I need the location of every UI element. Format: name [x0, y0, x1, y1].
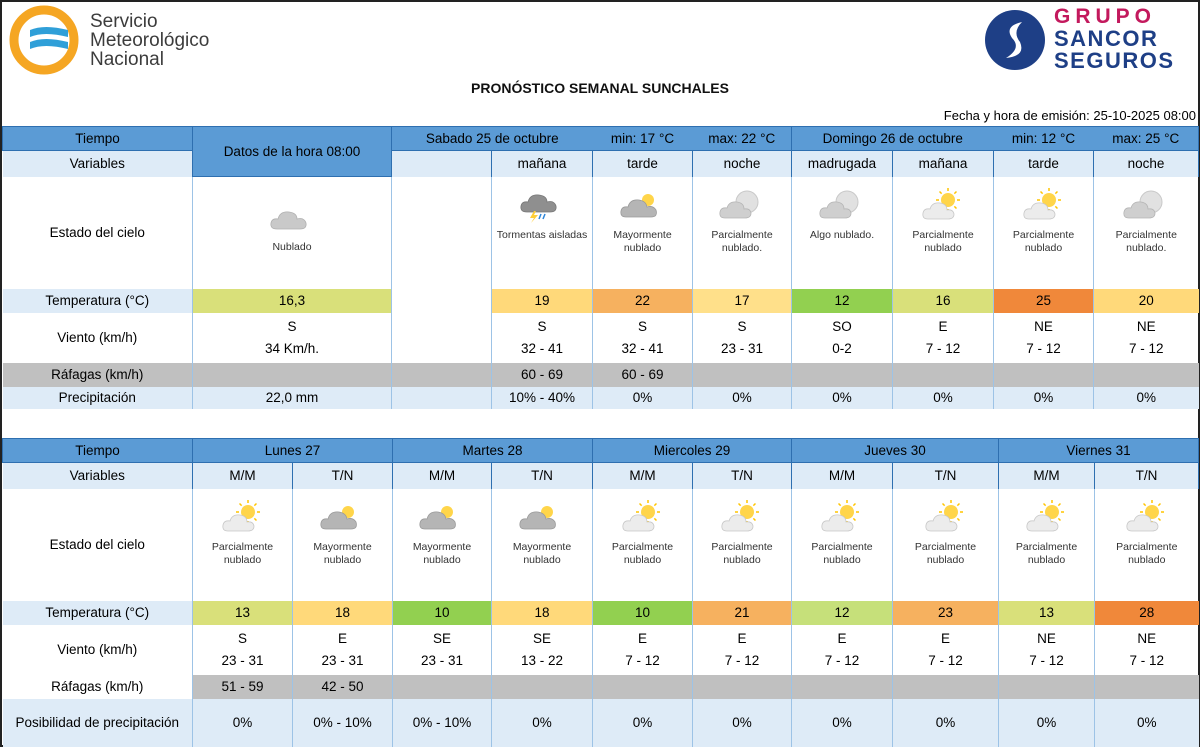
wind-direction: SE: [532, 630, 551, 646]
wind-direction: S: [638, 318, 648, 334]
storm-icon: [517, 187, 567, 223]
precipitation-value: 0%: [193, 699, 293, 747]
empty-cell: [392, 387, 492, 409]
half-day-label: M/M: [393, 463, 492, 489]
current-wind-speed: 34 Km/h.: [264, 340, 320, 356]
sky-description: Parcialmente nublado: [1116, 540, 1178, 566]
gust-value: [792, 675, 893, 699]
wind-cell: [492, 313, 593, 363]
wind-cell: [792, 313, 893, 363]
empty-cell: [392, 289, 492, 313]
label-rafagas: Ráfagas (km/h): [3, 363, 193, 387]
wind-direction: NE: [1034, 318, 1053, 334]
wind-direction: S: [237, 630, 247, 646]
current-wind-cell: [193, 313, 392, 363]
temperature-value: 25: [994, 289, 1094, 313]
wind-speed: 23 - 31: [321, 652, 364, 668]
wind-cell: [994, 313, 1094, 363]
half-day-label: T/N: [492, 463, 593, 489]
gust-value: 60 - 69: [593, 363, 693, 387]
sky-description: Parcialmente nublado: [1015, 540, 1078, 566]
gust-value: [593, 675, 693, 699]
sky-cell: [492, 489, 593, 601]
wind-speed: 7 - 12: [1129, 652, 1165, 668]
gust-value: [393, 675, 492, 699]
wind-direction: NE: [1137, 630, 1157, 646]
precipitation-value: 0%: [492, 699, 593, 747]
day-header: Lunes 27: [193, 439, 393, 463]
sky-cell: [393, 489, 492, 601]
day-header: Martes 28: [393, 439, 593, 463]
smn-name: [90, 12, 209, 69]
half-day-label: T/N: [1095, 463, 1199, 489]
partly-cloudy-icon: [618, 499, 668, 535]
current-data-header: Datos de la hora 08:00: [193, 127, 392, 177]
precipitation-value: 0% - 10%: [293, 699, 393, 747]
precipitation-value: 0%: [999, 699, 1095, 747]
sky-cell: [293, 489, 393, 601]
temperature-value: 28: [1095, 601, 1199, 625]
temperature-value: 20: [1094, 289, 1199, 313]
partly-cloudy-icon: [717, 499, 767, 535]
precipitation-value: 0%: [1095, 699, 1199, 747]
sky-cell: [893, 177, 994, 289]
precipitation-value: 0%: [593, 699, 693, 747]
period-label: mañana: [492, 151, 593, 177]
empty-cell: [392, 313, 492, 363]
day-max-sat: max: 22 °C: [693, 127, 792, 151]
sancor-grupo: GRUPO: [1054, 5, 1157, 28]
label-tiempo: Tiempo: [3, 439, 193, 463]
label-precipitacion: Precipitación: [3, 387, 193, 409]
smn-name-line: Meteorológico: [90, 30, 210, 51]
label-temperatura: Temperatura (°C): [3, 601, 193, 625]
label-tiempo: Tiempo: [3, 127, 193, 151]
partly-cloudy-icon: [218, 499, 268, 535]
precipitation-value: 0%: [792, 699, 893, 747]
sky-description: Parcialmente nublado.: [1115, 228, 1177, 254]
gust-value: [1094, 363, 1199, 387]
gust-value: [994, 363, 1094, 387]
label-variables: Variables: [3, 151, 193, 177]
temperature-value: 12: [792, 289, 893, 313]
label-posibilidad: Posibilidad de precipitación: [3, 699, 193, 747]
partly-cloudy-icon: [1122, 499, 1172, 535]
sky-description: Parcialmente nublado: [811, 540, 873, 566]
sancor-sancor: SANCOR: [1054, 26, 1159, 51]
forecast-table-weekend: [2, 126, 1199, 409]
half-day-label: M/M: [999, 463, 1095, 489]
current-wind-direction: S: [287, 318, 297, 334]
wind-speed: 23 - 31: [221, 652, 264, 668]
sky-description: Parcialmente nublado: [1012, 228, 1075, 254]
sky-cell: [193, 489, 293, 601]
sky-description: Parcialmente nublado: [211, 540, 274, 566]
wind-direction: E: [337, 630, 347, 646]
sky-description: Tormentas aisladas: [496, 228, 588, 241]
current-gust-empty: [193, 363, 392, 387]
temperature-value: 16: [893, 289, 994, 313]
mostly-cloudy-icon: [417, 499, 467, 535]
temperature-value: 13: [193, 601, 293, 625]
wind-speed: 32 - 41: [520, 340, 564, 356]
precipitation-value: 0%: [893, 699, 999, 747]
temperature-value: 18: [492, 601, 593, 625]
wind-cell: [593, 313, 693, 363]
emission-datetime: Fecha y hora de emisión: 25-10-2025 08:00: [943, 108, 1196, 123]
partly-cloudy-icon: [1022, 499, 1072, 535]
sancor-seguros: SEGUROS: [1054, 48, 1175, 73]
partly-cloudy-icon: [1019, 187, 1069, 223]
wind-cell: [293, 625, 393, 675]
precipitation-value: 0%: [693, 387, 792, 409]
gust-value: [693, 675, 792, 699]
wind-speed: 13 - 22: [520, 652, 564, 668]
cloud-icon: [267, 199, 317, 235]
precipitation-value: 0% - 10%: [393, 699, 492, 747]
wind-direction: E: [938, 318, 948, 334]
precipitation-value: 0%: [693, 699, 792, 747]
sky-cell: [1094, 177, 1199, 289]
current-temperature: 16,3: [193, 289, 392, 313]
half-day-label: T/N: [293, 463, 393, 489]
half-day-label: M/M: [193, 463, 293, 489]
wind-speed: 7 - 12: [1029, 652, 1064, 668]
precipitation-value: 0%: [792, 387, 893, 409]
temperature-value: 10: [393, 601, 492, 625]
wind-speed: 7 - 12: [824, 652, 860, 668]
sky-description: Algo nublado.: [809, 228, 875, 241]
sky-cell: [1095, 489, 1199, 601]
wind-direction: NE: [1136, 318, 1156, 334]
wind-cell: [893, 313, 994, 363]
temperature-value: 13: [999, 601, 1095, 625]
sky-cell: [792, 177, 893, 289]
sky-cell: [994, 177, 1094, 289]
period-empty: [392, 151, 492, 177]
smn-name-line: Nacional: [90, 49, 164, 70]
wind-speed: 7 - 12: [625, 652, 660, 668]
partly-cloudy-night-icon: [717, 187, 767, 223]
partly-cloudy-icon: [921, 499, 971, 535]
gust-value: [693, 363, 792, 387]
sky-description: Parcialmente nublado.: [711, 228, 773, 254]
precipitation-value: 0%: [1094, 387, 1199, 409]
period-label: noche: [1094, 151, 1199, 177]
day-header-sat: Sabado 25 de octubre: [392, 127, 593, 151]
label-rafagas: Ráfagas (km/h): [3, 675, 193, 699]
sancor-name: [1054, 6, 1175, 72]
wind-speed: 32 - 41: [621, 340, 664, 356]
gust-value: [893, 675, 999, 699]
current-sky-description: Nublado: [272, 241, 312, 253]
label-viento: Viento (km/h): [3, 313, 193, 363]
current-precipitation: 22,0 mm: [193, 387, 392, 409]
half-day-label: M/M: [593, 463, 693, 489]
sky-description: Parcialmente nublado: [912, 228, 974, 254]
temperature-value: 22: [593, 289, 693, 313]
day-max-sun: max: 25 °C: [1094, 127, 1199, 151]
sky-cell: [693, 177, 792, 289]
wind-cell: [999, 625, 1095, 675]
label-estado-cielo: Estado del cielo: [3, 177, 193, 289]
sky-cell: [492, 177, 593, 289]
day-min-sun: min: 12 °C: [994, 127, 1094, 151]
gust-value: [999, 675, 1095, 699]
smn-name-line: Servicio: [90, 11, 158, 32]
label-temperatura: Temperatura (°C): [3, 289, 193, 313]
wind-direction: E: [941, 630, 951, 646]
label-estado-cielo: Estado del cielo: [3, 489, 193, 601]
partly-cloudy-icon: [918, 187, 968, 223]
wind-direction: SO: [832, 318, 852, 334]
empty-cell: [392, 363, 492, 387]
temperature-value: 19: [492, 289, 593, 313]
gust-value: 60 - 69: [492, 363, 593, 387]
sky-cell: [593, 177, 693, 289]
wind-speed: 7 - 12: [1129, 340, 1164, 356]
day-header: Miercoles 29: [593, 439, 792, 463]
wind-speed: 7 - 12: [1026, 340, 1061, 356]
period-label: madrugada: [792, 151, 893, 177]
wind-direction: NE: [1037, 630, 1056, 646]
temperature-value: 10: [593, 601, 693, 625]
wind-cell: [593, 625, 693, 675]
wind-cell: [1095, 625, 1199, 675]
gust-value: [792, 363, 893, 387]
mostly-cloudy-icon: [318, 499, 368, 535]
wind-direction: E: [737, 630, 747, 646]
day-min-sat: min: 17 °C: [593, 127, 693, 151]
temperature-value: 21: [693, 601, 792, 625]
gust-value: 42 - 50: [293, 675, 393, 699]
sky-cell: [999, 489, 1095, 601]
precipitation-value: 0%: [994, 387, 1094, 409]
period-label: mañana: [893, 151, 994, 177]
wind-cell: [693, 625, 792, 675]
wind-cell: [792, 625, 893, 675]
temperature-value: 18: [293, 601, 393, 625]
wind-cell: [193, 625, 293, 675]
sky-cell: [792, 489, 893, 601]
wind-cell: [1094, 313, 1199, 363]
sky-description: Parcialmente nublado: [711, 540, 773, 566]
precipitation-value: 0%: [593, 387, 693, 409]
label-variables: Variables: [3, 463, 193, 489]
sky-description: Mayormente nublado: [613, 228, 672, 254]
gust-value: [1095, 675, 1199, 699]
period-label: tarde: [994, 151, 1094, 177]
sky-description: Parcialmente nublado: [611, 540, 674, 566]
wind-direction: S: [537, 318, 547, 334]
gust-value: 51 - 59: [193, 675, 293, 699]
mostly-cloudy-icon: [618, 187, 668, 223]
sky-description: Mayormente nublado: [412, 540, 472, 566]
period-label: tarde: [593, 151, 693, 177]
sancor-logo-icon: [982, 8, 1048, 72]
day-header: Jueves 30: [792, 439, 999, 463]
period-label: noche: [693, 151, 792, 177]
empty-cell: [392, 177, 492, 289]
wind-cell: [393, 625, 492, 675]
sky-description: Mayormente nublado: [512, 540, 572, 566]
gust-value: [492, 675, 593, 699]
sky-cell: [693, 489, 792, 601]
gust-value: [893, 363, 994, 387]
wind-speed: 23 - 31: [420, 652, 464, 668]
page-title: PRONÓSTICO SEMANAL SUNCHALES: [471, 80, 729, 96]
mostly-cloudy-icon: [517, 499, 567, 535]
sky-description: Mayormente nublado: [313, 540, 372, 566]
precipitation-value: 10% - 40%: [492, 387, 593, 409]
wind-speed: 23 - 31: [721, 340, 764, 356]
wind-cell: [893, 625, 999, 675]
sky-cell: [893, 489, 999, 601]
partly-cloudy-night-icon: [817, 187, 867, 223]
temperature-value: 17: [693, 289, 792, 313]
wind-direction: E: [837, 630, 847, 646]
wind-speed: 0-2: [832, 340, 852, 356]
current-sky-cell: [193, 177, 392, 289]
wind-direction: S: [737, 318, 747, 334]
day-header: Viernes 31: [999, 439, 1199, 463]
label-viento: Viento (km/h): [3, 625, 193, 675]
wind-direction: SE: [432, 630, 451, 646]
sky-description: Parcialmente nublado: [914, 540, 977, 566]
partly-cloudy-night-icon: [1121, 187, 1171, 223]
wind-cell: [693, 313, 792, 363]
day-header-sun: Domingo 26 de octubre: [792, 127, 994, 151]
half-day-label: T/N: [693, 463, 792, 489]
temperature-value: 23: [893, 601, 999, 625]
smn-logo-icon: [8, 4, 88, 76]
wind-speed: 7 - 12: [925, 340, 961, 356]
wind-direction: E: [637, 630, 647, 646]
partly-cloudy-icon: [817, 499, 867, 535]
wind-speed: 7 - 12: [928, 652, 963, 668]
half-day-label: M/M: [792, 463, 893, 489]
wind-cell: [492, 625, 593, 675]
half-day-label: T/N: [893, 463, 999, 489]
sky-cell: [593, 489, 693, 601]
wind-speed: 7 - 12: [724, 652, 760, 668]
forecast-table-week: [2, 438, 1199, 747]
temperature-value: 12: [792, 601, 893, 625]
precipitation-value: 0%: [893, 387, 994, 409]
